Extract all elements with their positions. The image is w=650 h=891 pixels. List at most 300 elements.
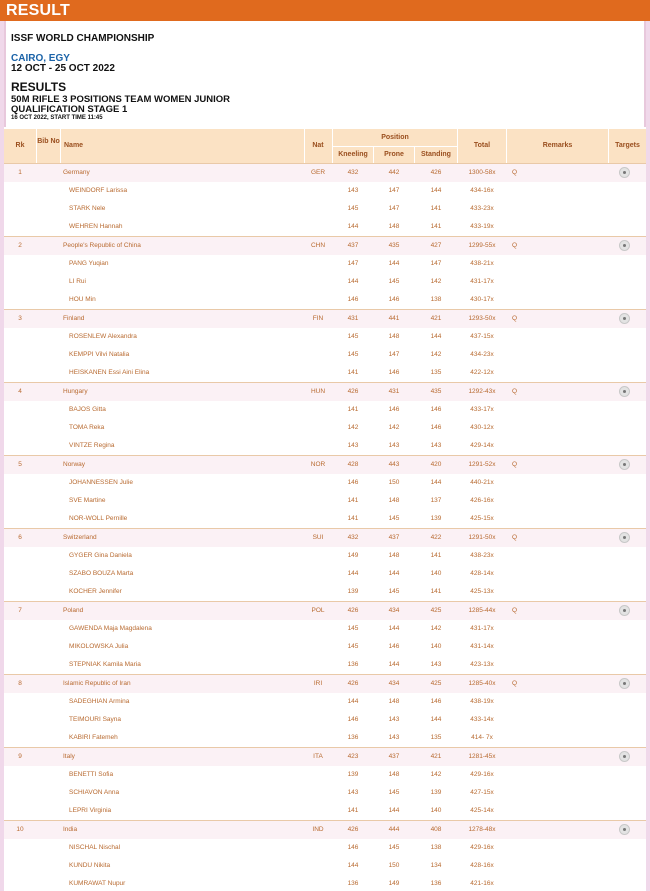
table-row	[4, 802, 646, 820]
prone-score: 150	[388, 862, 400, 869]
athlete-name: KABIRI Fatemeh	[69, 734, 118, 741]
athlete-name: TOMA Reka	[69, 424, 105, 431]
athlete-name: SVE Martine	[69, 497, 106, 504]
table-row	[4, 492, 646, 510]
athlete-name: LI Rui	[69, 278, 86, 285]
prone-score: 143	[388, 734, 400, 741]
team-name: People's Republic of China	[63, 242, 141, 249]
team-block	[4, 236, 646, 309]
rank: 7	[18, 607, 22, 614]
kneeling-score: 146	[347, 479, 359, 486]
total-score: 1299-55x	[468, 242, 496, 249]
nation-code: CHN	[310, 242, 326, 249]
nation-code: HUN	[310, 388, 326, 395]
kneeling-score: 139	[347, 588, 359, 595]
remarks: Q	[512, 607, 518, 614]
athlete-name: SCHIAVON Anna	[69, 789, 120, 796]
standing-score: 408	[430, 826, 442, 833]
total-score: 1285-40x	[468, 680, 496, 687]
standing-score: 136	[430, 880, 442, 887]
remarks: Q	[512, 315, 518, 322]
kneeling-score: 141	[347, 807, 359, 814]
kneeling-score: 139	[347, 771, 359, 778]
athlete-name: KEMPPI Vilvi Natalia	[69, 351, 130, 358]
kneeling-score: 141	[347, 515, 359, 522]
event-dates: 12 OCT - 25 OCT 2022	[11, 63, 115, 74]
total-score: 429-16x	[470, 771, 494, 778]
kneeling-score: 141	[347, 406, 359, 413]
prone-score: 143	[388, 442, 400, 449]
team-block	[4, 455, 646, 528]
table-row	[4, 346, 646, 364]
total-score: 1292-43x	[468, 388, 496, 395]
total-score: 438-21x	[470, 260, 494, 267]
target-icon[interactable]	[619, 167, 630, 178]
kneeling-score: 143	[347, 187, 359, 194]
prone-score: 148	[388, 497, 400, 504]
kneeling-score: 428	[347, 461, 359, 468]
col-name: Name	[64, 142, 84, 149]
total-score: 430-17x	[470, 296, 494, 303]
prone-score: 434	[388, 680, 400, 687]
col-nat: Nat	[312, 142, 324, 149]
kneeling-score: 431	[347, 315, 359, 322]
table-row[interactable]	[4, 602, 646, 620]
kneeling-score: 145	[347, 625, 359, 632]
table-row	[4, 766, 646, 784]
remarks: Q	[512, 242, 518, 249]
target-icon[interactable]	[619, 386, 630, 397]
standing-score: 134	[430, 862, 442, 869]
standing-score: 138	[430, 296, 442, 303]
table-row	[4, 784, 646, 802]
total-score: 430-12x	[470, 424, 494, 431]
prone-score: 148	[388, 698, 400, 705]
nation-code: FIN	[312, 315, 324, 322]
col-standing: Standing	[421, 151, 451, 158]
table-row	[4, 182, 646, 200]
table-row	[4, 200, 646, 218]
kneeling-score: 146	[347, 296, 359, 303]
target-icon[interactable]	[619, 751, 630, 762]
team-block	[4, 163, 646, 236]
table-row	[4, 638, 646, 656]
standing-score: 142	[430, 625, 442, 632]
athlete-name: HOU Min	[69, 296, 96, 303]
results-table	[4, 127, 646, 891]
table-row	[4, 875, 646, 891]
table-row[interactable]	[4, 237, 646, 255]
nation-code: IRI	[313, 680, 323, 687]
kneeling-score: 145	[347, 333, 359, 340]
athlete-name: MIKOLOWSKA Julia	[69, 643, 129, 650]
table-row	[4, 839, 646, 857]
kneeling-score: 423	[347, 753, 359, 760]
col-prone: Prone	[384, 151, 404, 158]
prone-score: 437	[388, 753, 400, 760]
athlete-name: WEINDORF Larissa	[69, 187, 128, 194]
standing-score: 141	[430, 205, 442, 212]
nation-code: NOR	[310, 461, 326, 468]
stage-name: QUALIFICATION STAGE 1	[11, 104, 128, 115]
prone-score: 145	[388, 278, 400, 285]
rank: 10	[16, 826, 24, 833]
kneeling-score: 432	[347, 534, 359, 541]
kneeling-score: 136	[347, 880, 359, 887]
prone-score: 435	[388, 242, 400, 249]
kneeling-score: 432	[347, 169, 359, 176]
remarks: Q	[512, 388, 518, 395]
table-row[interactable]	[4, 164, 646, 182]
target-icon[interactable]	[619, 313, 630, 324]
kneeling-score: 426	[347, 826, 359, 833]
total-score: 438-23x	[470, 552, 494, 559]
standing-score: 135	[430, 734, 442, 741]
athlete-name: GAWENDA Maja Magdalena	[69, 625, 152, 632]
championship-title: ISSF WORLD CHAMPIONSHIP	[11, 33, 155, 44]
standing-score: 143	[430, 442, 442, 449]
table-row[interactable]	[4, 748, 646, 766]
total-score: 425-13x	[470, 588, 494, 595]
table-header	[4, 129, 646, 163]
target-icon[interactable]	[619, 824, 630, 835]
table-row	[4, 510, 646, 528]
prone-score: 147	[388, 351, 400, 358]
results-heading: RESULTS	[11, 80, 67, 94]
prone-score: 148	[388, 771, 400, 778]
table-row	[4, 291, 646, 309]
prone-score: 146	[388, 406, 400, 413]
prone-score: 150	[388, 479, 400, 486]
prone-score: 431	[388, 388, 400, 395]
prone-score: 437	[388, 534, 400, 541]
standing-score: 422	[430, 534, 442, 541]
nation-code: SUI	[312, 534, 324, 541]
kneeling-score: 141	[347, 369, 359, 376]
kneeling-score: 143	[347, 789, 359, 796]
total-score: 433-23x	[470, 205, 494, 212]
kneeling-score: 145	[347, 205, 359, 212]
table-row	[4, 620, 646, 638]
total-score: 434-16x	[470, 187, 494, 194]
kneeling-score: 144	[347, 278, 359, 285]
athlete-name: KUMRAWAT Nupur	[69, 880, 126, 887]
total-score: 423-13x	[470, 661, 494, 668]
total-score: 428-14x	[470, 570, 494, 577]
target-icon[interactable]	[619, 605, 630, 616]
target-icon[interactable]	[619, 678, 630, 689]
start-time: 16 OCT 2022, START TIME 11:45	[11, 115, 103, 121]
total-score: 422-12x	[470, 369, 494, 376]
team-name: Finland	[63, 315, 85, 322]
table-row[interactable]	[4, 675, 646, 693]
table-row	[4, 419, 646, 437]
team-name: Italy	[63, 753, 75, 760]
team-block	[4, 747, 646, 820]
table-row	[4, 328, 646, 346]
table-row	[4, 656, 646, 674]
prone-score: 145	[388, 588, 400, 595]
standing-score: 146	[430, 406, 442, 413]
standing-score: 140	[430, 807, 442, 814]
standing-score: 141	[430, 552, 442, 559]
standing-score: 435	[430, 388, 442, 395]
team-name: Poland	[63, 607, 84, 614]
kneeling-score: 426	[347, 607, 359, 614]
standing-score: 135	[430, 369, 442, 376]
prone-score: 145	[388, 789, 400, 796]
standing-score: 144	[430, 187, 442, 194]
col-position: Position	[381, 134, 409, 141]
total-score: 428-16x	[470, 862, 494, 869]
table-row	[4, 474, 646, 492]
prone-score: 143	[388, 716, 400, 723]
standing-score: 140	[430, 570, 442, 577]
athlete-name: GYGER Gina Daniela	[69, 552, 132, 559]
table-row[interactable]	[4, 456, 646, 474]
prone-score: 144	[388, 625, 400, 632]
prone-score: 142	[388, 424, 400, 431]
athlete-name: HEISKANEN Essi Aini Elina	[69, 369, 150, 376]
prone-score: 146	[388, 643, 400, 650]
athlete-name: JOHANNESSEN Julie	[69, 479, 133, 486]
table-row	[4, 255, 646, 273]
total-score: 429-14x	[470, 442, 494, 449]
standing-score: 421	[430, 315, 442, 322]
prone-score: 148	[388, 223, 400, 230]
prone-score: 149	[388, 880, 400, 887]
col-rank: Rk	[15, 142, 25, 149]
athlete-name: SZABO BOUZA Marta	[69, 570, 134, 577]
kneeling-score: 142	[347, 424, 359, 431]
prone-score: 147	[388, 187, 400, 194]
rank: 2	[18, 242, 22, 249]
table-row[interactable]	[4, 529, 646, 547]
standing-score: 141	[430, 588, 442, 595]
team-block	[4, 528, 646, 601]
total-score: 425-15x	[470, 515, 494, 522]
team-block	[4, 820, 646, 891]
total-score: 426-16x	[470, 497, 494, 504]
target-icon[interactable]	[619, 532, 630, 543]
table-row	[4, 437, 646, 455]
athlete-name: NOR-WOLL Pernille	[69, 515, 128, 522]
total-score: 433-17x	[470, 406, 494, 413]
rank: 8	[18, 680, 22, 687]
athlete-name: SADEGHIAN Armina	[69, 698, 130, 705]
remarks: Q	[512, 461, 518, 468]
rank: 4	[18, 388, 22, 395]
nation-code: IND	[312, 826, 324, 833]
prone-score: 148	[388, 333, 400, 340]
athlete-name: TEIMOURI Sayna	[69, 716, 122, 723]
prone-score: 145	[388, 844, 400, 851]
total-score: 440-21x	[470, 479, 494, 486]
remarks: Q	[512, 680, 518, 687]
standing-score: 139	[430, 789, 442, 796]
athlete-name: ROSENLEW Alexandra	[69, 333, 137, 340]
total-score: 425-14x	[470, 807, 494, 814]
rank: 3	[18, 315, 22, 322]
prone-score: 144	[388, 661, 400, 668]
rank: 6	[18, 534, 22, 541]
athlete-name: LEPRI Virginia	[69, 807, 112, 814]
kneeling-score: 437	[347, 242, 359, 249]
nation-code: ITA	[313, 753, 323, 760]
total-score: 437-15x	[470, 333, 494, 340]
rank: 5	[18, 461, 22, 468]
standing-score: 137	[430, 497, 442, 504]
table-row	[4, 218, 646, 236]
total-score: 1278-48x	[468, 826, 496, 833]
prone-score: 144	[388, 570, 400, 577]
prone-score: 146	[388, 296, 400, 303]
standing-score: 146	[430, 698, 442, 705]
kneeling-score: 426	[347, 388, 359, 395]
total-score: 1281-45x	[468, 753, 496, 760]
athlete-name: KUNDU Nikita	[69, 862, 111, 869]
kneeling-score: 145	[347, 643, 359, 650]
table-row	[4, 565, 646, 583]
standing-score: 147	[430, 260, 442, 267]
event-header	[4, 21, 646, 127]
athlete-name: KOCHER Jennifer	[69, 588, 122, 595]
kneeling-score: 144	[347, 862, 359, 869]
standing-score: 426	[430, 169, 442, 176]
standing-score: 146	[430, 424, 442, 431]
athlete-name: PANG Yuqian	[69, 260, 109, 267]
prone-score: 144	[388, 260, 400, 267]
kneeling-score: 144	[347, 223, 359, 230]
result-banner: RESULT	[0, 0, 650, 21]
standing-score: 142	[430, 351, 442, 358]
kneeling-score: 144	[347, 698, 359, 705]
table-row[interactable]	[4, 310, 646, 328]
total-score: 431-17x	[470, 278, 494, 285]
event-name: 50M RIFLE 3 POSITIONS TEAM WOMEN JUNIOR	[11, 94, 231, 105]
target-icon[interactable]	[619, 459, 630, 470]
team-name: Switzerland	[63, 534, 97, 541]
total-score: 433-14x	[470, 716, 494, 723]
kneeling-score: 141	[347, 497, 359, 504]
col-kneeling: Kneeling	[338, 151, 368, 158]
kneeling-score: 146	[347, 844, 359, 851]
standing-score: 144	[430, 333, 442, 340]
table-row[interactable]	[4, 821, 646, 839]
total-score: 421-16x	[470, 880, 494, 887]
prone-score: 144	[388, 807, 400, 814]
nation-code: POL	[311, 607, 325, 614]
kneeling-score: 136	[347, 734, 359, 741]
total-score: 433-19x	[470, 223, 494, 230]
team-block	[4, 674, 646, 747]
total-score: 1291-50x	[468, 534, 496, 541]
table-row	[4, 857, 646, 875]
col-bib: Bib No	[37, 138, 60, 145]
col-targets: Targets	[615, 142, 640, 149]
total-score: 1285-44x	[468, 607, 496, 614]
team-name: Norway	[63, 461, 86, 468]
team-name: Germany	[63, 169, 90, 176]
total-score: 434-23x	[470, 351, 494, 358]
athlete-name: WEHREN Hannah	[69, 223, 123, 230]
table-row	[4, 547, 646, 565]
prone-score: 443	[388, 461, 400, 468]
table-row[interactable]	[4, 383, 646, 401]
prone-score: 441	[388, 315, 400, 322]
prone-score: 147	[388, 205, 400, 212]
team-block	[4, 382, 646, 455]
athlete-name: STEPNIAK Kamila Maria	[69, 661, 141, 668]
standing-score: 144	[430, 716, 442, 723]
total-score: 1291-52x	[468, 461, 496, 468]
team-name: India	[63, 826, 78, 833]
standing-score: 421	[430, 753, 442, 760]
prone-score: 442	[388, 169, 400, 176]
standing-score: 425	[430, 607, 442, 614]
total-score: 429-16x	[470, 844, 494, 851]
team-name: Hungary	[63, 388, 88, 395]
athlete-name: NISCHAL Nischal	[69, 844, 121, 851]
prone-score: 434	[388, 607, 400, 614]
standing-score: 144	[430, 479, 442, 486]
kneeling-score: 147	[347, 260, 359, 267]
kneeling-score: 144	[347, 570, 359, 577]
kneeling-score: 143	[347, 442, 359, 449]
standing-score: 139	[430, 515, 442, 522]
event-location: CAIRO, EGY	[11, 53, 70, 64]
target-icon[interactable]	[619, 240, 630, 251]
table-row	[4, 364, 646, 382]
standing-score: 425	[430, 680, 442, 687]
rank: 1	[18, 169, 22, 176]
athlete-name: VINTZE Regina	[69, 442, 115, 449]
athlete-name: BENETTI Sofia	[69, 771, 114, 778]
rank: 9	[18, 753, 22, 760]
kneeling-score: 426	[347, 680, 359, 687]
kneeling-score: 146	[347, 716, 359, 723]
athlete-name: BAJOS Gitta	[69, 406, 106, 413]
kneeling-score: 149	[347, 552, 359, 559]
team-name: Islamic Republic of Iran	[63, 680, 131, 687]
standing-score: 142	[430, 278, 442, 285]
standing-score: 141	[430, 223, 442, 230]
athlete-name: STARK Nele	[69, 205, 106, 212]
table-row	[4, 711, 646, 729]
standing-score: 140	[430, 643, 442, 650]
kneeling-score: 136	[347, 661, 359, 668]
prone-score: 145	[388, 515, 400, 522]
nation-code: GER	[310, 169, 326, 176]
kneeling-score: 145	[347, 351, 359, 358]
standing-score: 142	[430, 771, 442, 778]
total-score: 438-19x	[470, 698, 494, 705]
total-score: 431-14x	[470, 643, 494, 650]
standing-score: 420	[430, 461, 442, 468]
team-block	[4, 601, 646, 674]
team-block	[4, 309, 646, 382]
table-row	[4, 583, 646, 601]
total-score: 414- 7x	[471, 734, 493, 741]
remarks: Q	[512, 534, 518, 541]
table-row	[4, 693, 646, 711]
prone-score: 146	[388, 369, 400, 376]
total-score: 1293-50x	[468, 315, 496, 322]
standing-score: 138	[430, 844, 442, 851]
table-row	[4, 729, 646, 747]
prone-score: 444	[388, 826, 400, 833]
standing-score: 143	[430, 661, 442, 668]
